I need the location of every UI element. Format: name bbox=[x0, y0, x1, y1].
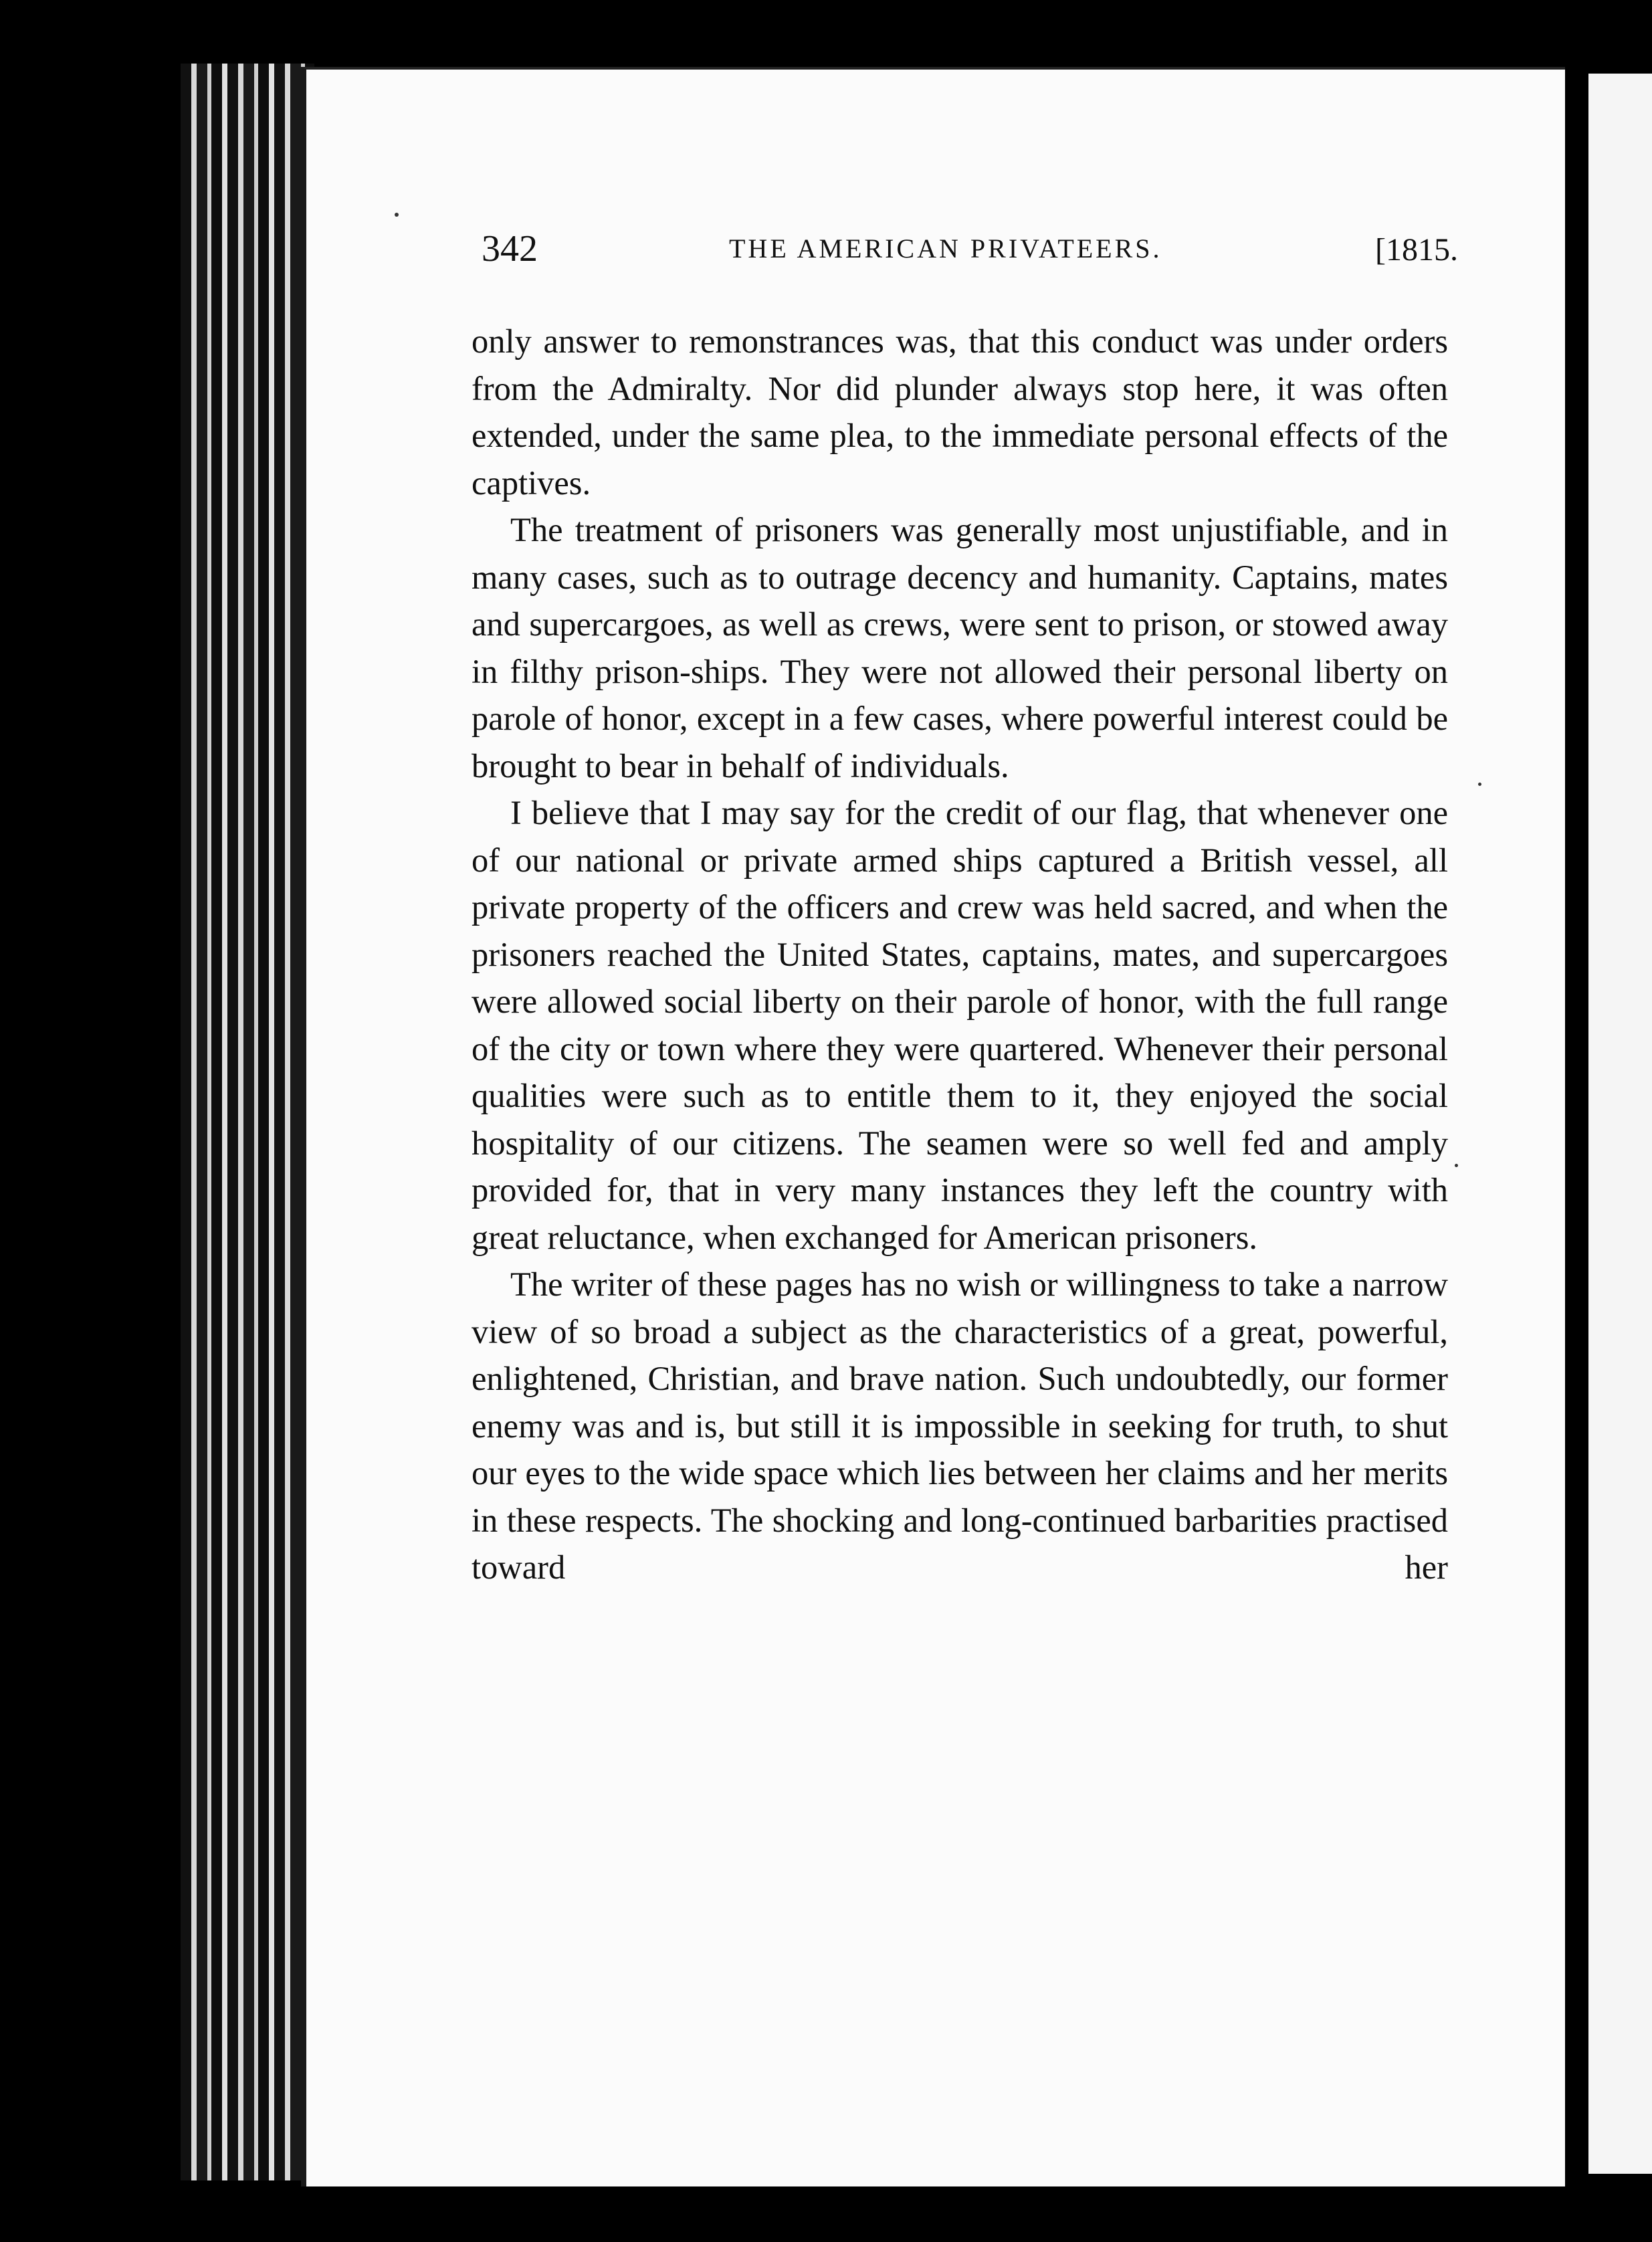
facing-page-edge bbox=[1588, 74, 1652, 2174]
page-number: 342 bbox=[482, 228, 538, 270]
running-title: THE AMERICAN PRIVATEERS. bbox=[729, 233, 1162, 264]
paragraph: only answer to remonstrances was, that this conduct was under orders from the Admiralty. Nor did plunder always stop here, it was often extended, under the same plea, to the immediate personal effects of the captives. bbox=[472, 322, 1448, 502]
page-gutter-shadow bbox=[1565, 60, 1585, 2187]
running-header bbox=[482, 227, 1458, 288]
header-year: [1815. bbox=[1375, 232, 1458, 268]
scan-speck bbox=[1455, 1164, 1458, 1167]
paragraph: The writer of these pages has no wish or willingness to take a narrow view of so broad a subject as the characteristics of a great, powerful, enlightened, Christian, and brave nation. Such undoubtedly, our former enemy was and is, but still it is impossible in seeking for truth, to shut our eyes to the wide space which lies between her claims and her merits in these respects. The shocking and long-continued barbarities practised toward her bbox=[472, 1265, 1448, 1586]
scan-speck bbox=[395, 213, 399, 217]
paragraph: I believe that I may say for the credit of our flag, that whenever one of our national or private armed ships captured a British vessel, all private property of the officers and crew was held sacred, and when the prisoners reached the United States, captains, mates, and supercargoes were allowed social liberty on their parole of honor, with the full range of the city or town where they were quartered. Whenever their personal qualities were such as to entitle them to it, they enjoyed the social hospitality of our citizens. The seamen were so well fed and amply provided for, that in very many instances they left the country with great reluctance, when exchanged for American prisoners. bbox=[472, 794, 1448, 1256]
page-body bbox=[472, 318, 1448, 1591]
book-page-edges bbox=[181, 64, 314, 2180]
paragraph: The treatment of prisoners was generally most unjustifiable, and in many cases, such as to outrage decency and humanity. Captains, mates and supercargoes, as well as crews, were sent to prison, or stowed away in filthy prison-ships. They were not allowed their personal liberty on parole of honor, except in a few cases, where powerful interest could be brought to bear in behalf of individuals. bbox=[472, 511, 1448, 785]
scan-speck bbox=[1478, 783, 1481, 786]
